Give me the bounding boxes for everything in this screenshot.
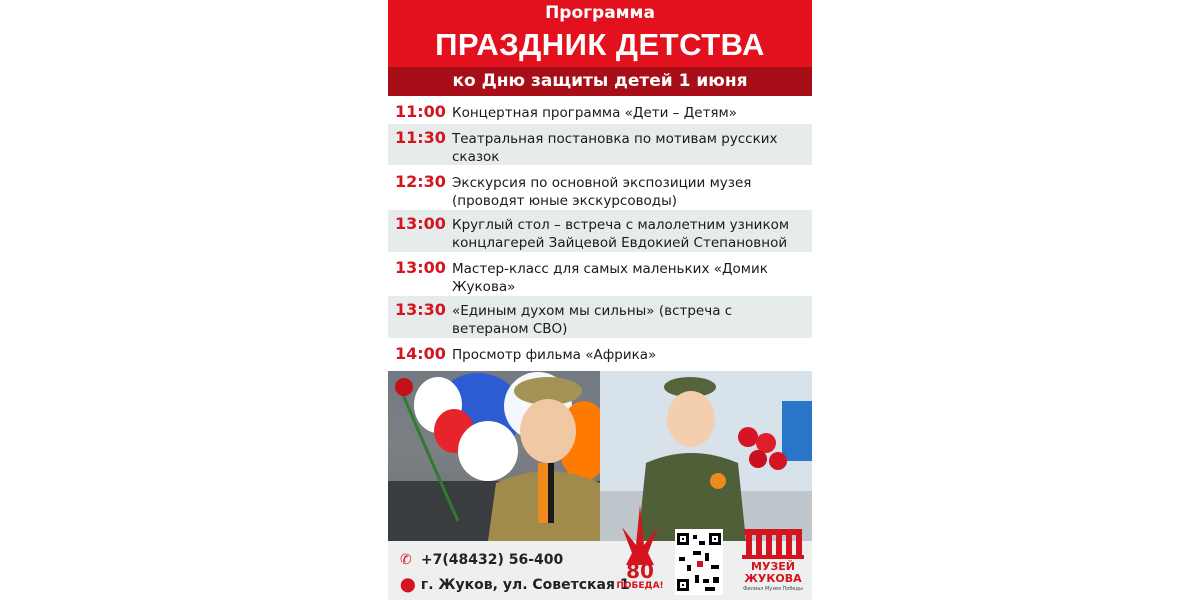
schedule-text: Экскурсия по основной экспозиции музея (проводят юные экскурсоводы) bbox=[452, 175, 752, 209]
poster-footer bbox=[388, 541, 812, 600]
schedule-item bbox=[388, 254, 812, 296]
phone-icon: ✆ bbox=[400, 552, 412, 568]
victory-text: ПОБЕДА! bbox=[616, 581, 664, 591]
schedule-time: 13:00 bbox=[395, 258, 446, 277]
address-line bbox=[400, 576, 630, 594]
museum-caption: Филиал Музея Победы bbox=[743, 586, 803, 592]
victory-80-logo bbox=[614, 505, 666, 597]
schedule-time: 13:30 bbox=[395, 300, 446, 319]
phone-line bbox=[400, 551, 563, 569]
schedule-time: 13:00 bbox=[395, 214, 446, 233]
schedule-time: 14:00 bbox=[395, 344, 446, 363]
event-title: ПРАЗДНИК ДЕТСТВА bbox=[435, 27, 765, 62]
schedule-text: Мастер-класс для самых маленьких «Домик Жукова» bbox=[452, 261, 768, 295]
schedule-item bbox=[388, 168, 812, 209]
schedule-time: 11:00 bbox=[395, 102, 446, 121]
location-pin-icon: ⬤ bbox=[400, 577, 416, 593]
museum-name-1: МУЗЕЙ bbox=[751, 560, 795, 573]
schedule-text: Концертная программа «Дети – Детям» bbox=[452, 105, 737, 121]
schedule-item bbox=[388, 340, 812, 368]
schedule-text: Театральная постановка по мотивам русских сказок bbox=[452, 131, 778, 165]
museum-name-2: ЖУКОВА bbox=[744, 572, 802, 585]
event-subtitle: ко Дню защиты детей 1 июня bbox=[388, 67, 812, 96]
schedule-text: Круглый стол – встреча с малолетним узником концлагерей Зайцевой Евдокией Степановной bbox=[452, 217, 790, 251]
schedule-text: «Единым духом мы сильны» (встреча с ветераном СВО) bbox=[452, 303, 733, 337]
victory-number: 80 bbox=[626, 559, 654, 583]
program-label: Программа bbox=[545, 3, 655, 23]
museum-logo bbox=[740, 523, 806, 599]
schedule-item bbox=[388, 210, 812, 252]
schedule-time: 12:30 bbox=[395, 172, 446, 191]
event-poster bbox=[388, 0, 812, 600]
schedule-time: 11:30 bbox=[395, 128, 446, 147]
qr-code[interactable] bbox=[675, 531, 723, 595]
phone-number: +7(48432) 56-400 bbox=[420, 552, 564, 568]
schedule-item bbox=[388, 98, 812, 124]
children-photo bbox=[388, 371, 812, 541]
address-text: г. Жуков, ул. Советская 1 bbox=[420, 577, 630, 593]
poster-header bbox=[388, 0, 812, 67]
schedule-item bbox=[388, 124, 812, 165]
schedule-text: Просмотр фильма «Африка» bbox=[452, 347, 657, 363]
schedule-item bbox=[388, 296, 812, 338]
